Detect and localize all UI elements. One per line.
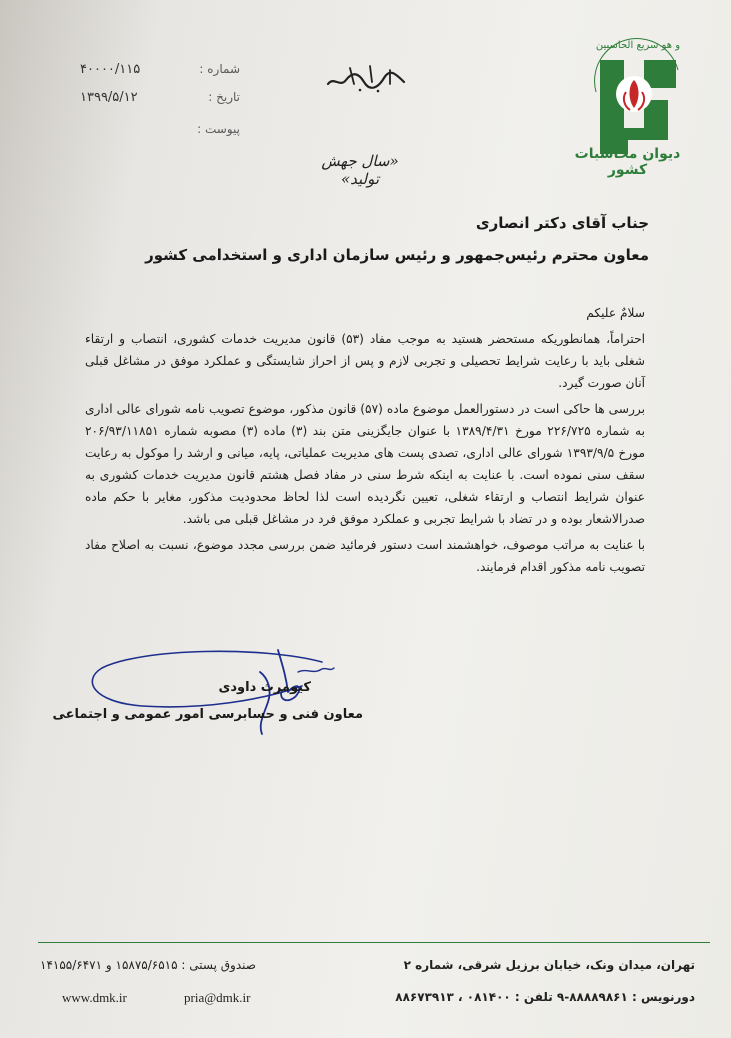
number-label: شماره :: [199, 62, 240, 76]
greeting: سلامٌ علیکم: [586, 306, 645, 320]
bismillah-calligraphy-icon: [320, 58, 410, 98]
footer-email-link[interactable]: pria@dmk.ir: [184, 990, 251, 1005]
date-label: تاریخ :: [208, 90, 240, 104]
letter-body: [85, 302, 645, 582]
signatory-title: معاون فنی و حسابرسی امور عمومی و اجتماعی: [52, 707, 363, 722]
footer-address: تهران، میدان ونک، خیابان برزیل شرقی، شماره ۲: [403, 958, 695, 972]
paragraph-1: احتراماً، همانطوریکه مستحضر هستید به موجب مفاد (۵۳) قانون مدیریت خدمات کشوری، انتصاب و ارتقاء شغلی باید با رعایت شرایط تحصیلی و تجربی لازم و پس از احراز شایستگی و عملکرد موفق در مشاغل قبلی آنان صورت گیرد.: [85, 332, 645, 390]
recipient-name: جناب آقای دکتر انصاری: [475, 214, 649, 232]
organization-name: دیوان محاسبات کشور: [574, 146, 681, 178]
logo-motto-text: و هو سریع الحاسبین: [595, 40, 681, 51]
signatory-block: [53, 680, 364, 722]
attachment-label: پیوست :: [197, 122, 240, 136]
footer-po-box: صندوق پستی : ۱۵۸۷۵/۶۵۱۵ و ۱۴۱۵۵/۶۴۷۱: [40, 958, 256, 972]
attachment-row: [80, 122, 240, 144]
footer-phones: دورنویس : ۸۸۸۸۹۸۶۱-۹ تلفن : ۰۸۱۴۰۰ ، ۸۸۶۷۳۹۱۳: [395, 990, 695, 1004]
motto: «سال جهش تولید»: [321, 152, 399, 188]
footer-website-link[interactable]: www.dmk.ir: [62, 990, 127, 1005]
footer-divider: [38, 942, 710, 943]
signatory-name: کیومرث داودی: [218, 680, 311, 695]
date-value: ۱۳۹۹/۵/۱۲: [80, 90, 138, 105]
paragraph-2: بررسی ها حاکی است در دستورالعمل موضوع ماده (۵۷) قانون مذکور، موضوع تصویب نامه شورای عالی اداری به شماره ۲۲۶/۷۲۵ مورخ ۱۳۸۹/۴/۳۱ با عنوان جایگزینی متن بند (۳) ماده (۳) مصوبه شماره ۲۰۶/۹۳/۱۱۸۵۱ مورخ ۱۳۹۳/۹/۵ شورای عالی اداری، تصدی پست های مدیریت عملیاتی، پایه، میانی و ارشد را موکول به رعایت سقف سنی نموده است. با عنایت به اینکه شرط سنی در مفاد فصل هشتم قانون مدیریت خدمات کشوری به عنوان شرایط انتصاب و ارتقاء شغلی، تعیین نگردیده است لذا لحاظ محدودیت مذکور، مغایر با حکم ماده صدرالاشعار بوده و در تضاد با شرایط تجربی و عملکرد موفق فرد در مشاغل قبلی می باشد.: [85, 402, 646, 526]
recipient-title: معاون محترم رئیس‌جمهور و رئیس سازمان اداری و استخدامی کشور: [145, 246, 649, 264]
number-value: ۴۰۰۰۰/۱۱۵: [80, 62, 141, 77]
date-row: [80, 90, 240, 112]
number-row: [80, 62, 240, 84]
recipient-block: [145, 214, 649, 264]
paragraph-3: با عنایت به مراتب موصوف، خواهشمند است دستور فرمائید ضمن بررسی مجدد موضوع، نسبت به اصلاح مفاد تصویب نامه مذکور اقدام فرمایند.: [85, 538, 645, 574]
